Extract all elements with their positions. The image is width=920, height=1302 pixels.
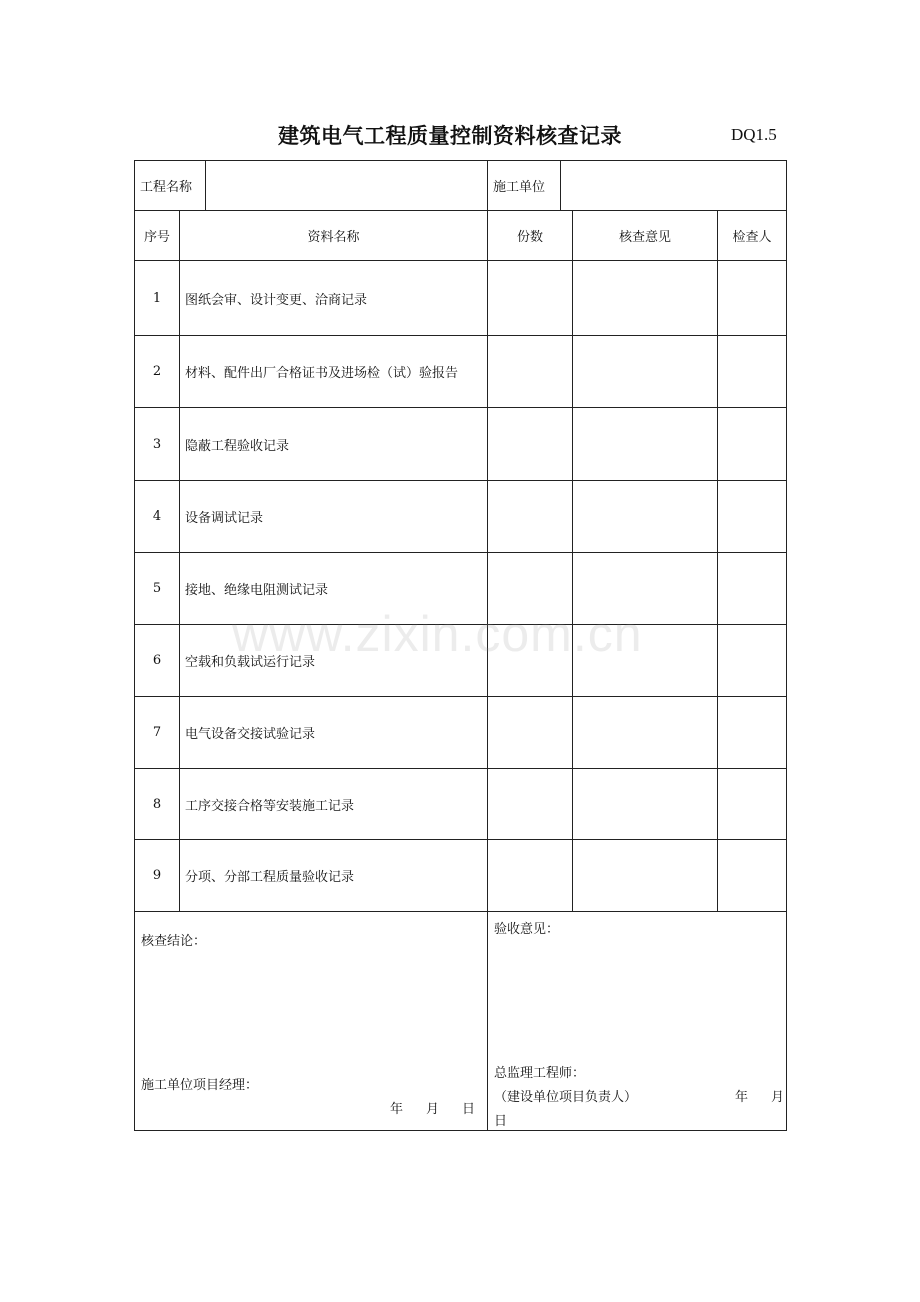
row-opinion-cell[interactable] [573,840,718,912]
row-copies-cell[interactable] [488,336,573,408]
row-number: 5 [135,553,180,625]
row-document-name: 接地、绝缘电阻测试记录 [180,553,488,625]
owner-representative-label: （建设单位项目负责人） [494,1090,638,1105]
inspection-record-table [134,160,787,1131]
row-inspector-cell[interactable] [718,697,787,769]
form-code: DQ1.5 [731,125,777,144]
row-inspector-cell[interactable] [718,625,787,697]
row-number: 6 [135,625,180,697]
row-copies-cell[interactable] [488,408,573,481]
conclusion-section[interactable] [135,912,488,1131]
row-opinion-cell[interactable] [573,261,718,336]
contractor-field[interactable] [561,161,787,211]
row-inspector-cell[interactable] [718,553,787,625]
row-opinion-cell[interactable] [573,769,718,840]
table-row [135,840,787,912]
row-inspector-cell[interactable] [718,261,787,336]
row-document-name: 材料、配件出厂合格证书及进场检（试）验报告 [180,336,488,408]
conclusion-label: 核查结论： [141,934,207,949]
col-header-no: 序号 [135,211,180,261]
row-opinion-cell[interactable] [573,336,718,408]
document-title: 建筑电气工程质量控制资料核查记录 [278,123,622,148]
project-name-field[interactable] [206,161,488,211]
contractor-label: 施工单位 [488,161,561,211]
year-label: 年 [390,1102,404,1117]
table-row [135,481,787,553]
project-info-row [135,161,787,211]
acceptance-date [712,1086,784,1105]
acceptance-section[interactable] [488,912,787,1131]
row-document-name: 设备调试记录 [180,481,488,553]
col-header-name: 资料名称 [180,211,488,261]
row-number: 4 [135,481,180,553]
row-copies-cell[interactable] [488,625,573,697]
row-number: 8 [135,769,180,840]
watermark: www.zixin.com.cn [232,606,643,662]
day-label: 日 [494,1114,508,1129]
row-document-name: 电气设备交接试验记录 [180,697,488,769]
row-opinion-cell[interactable] [573,553,718,625]
row-document-name: 工序交接合格等安装施工记录 [180,769,488,840]
row-opinion-cell[interactable] [573,697,718,769]
row-opinion-cell[interactable] [573,625,718,697]
table-row [135,408,787,481]
day-label: 日 [462,1102,476,1117]
table-row [135,553,787,625]
table-row [135,261,787,336]
row-number: 9 [135,840,180,912]
acceptance-label: 验收意见： [494,922,560,937]
row-opinion-cell[interactable] [573,408,718,481]
project-name-label: 工程名称 [135,161,206,211]
signature-row [135,912,787,1131]
month-label: 月 [426,1102,440,1117]
row-copies-cell[interactable] [488,481,573,553]
year-label: 年 [735,1090,749,1105]
row-document-name: 空载和负载试运行记录 [180,625,488,697]
row-number: 2 [135,336,180,408]
row-copies-cell[interactable] [488,840,573,912]
row-inspector-cell[interactable] [718,840,787,912]
col-header-opinion: 核查意见 [573,211,718,261]
project-manager-label: 施工单位项目经理： [141,1078,259,1093]
row-copies-cell[interactable] [488,261,573,336]
col-header-copies: 份数 [488,211,573,261]
row-copies-cell[interactable] [488,697,573,769]
row-inspector-cell[interactable] [718,769,787,840]
row-inspector-cell[interactable] [718,408,787,481]
col-header-inspector: 检查人 [718,211,787,261]
row-inspector-cell[interactable] [718,481,787,553]
row-document-name: 图纸会审、设计变更、洽商记录 [180,261,488,336]
row-number: 7 [135,697,180,769]
chief-supervisor-label: 总监理工程师： [494,1066,586,1081]
row-number: 1 [135,261,180,336]
row-number: 3 [135,408,180,481]
row-document-name: 分项、分部工程质量验收记录 [180,840,488,912]
row-opinion-cell[interactable] [573,481,718,553]
row-document-name: 隐蔽工程验收记录 [180,408,488,481]
table-row [135,697,787,769]
table-row [135,625,787,697]
column-header-row [135,211,787,261]
row-copies-cell[interactable] [488,769,573,840]
table-row [135,336,787,408]
row-inspector-cell[interactable] [718,336,787,408]
conclusion-date [367,1098,475,1117]
table-row [135,769,787,840]
month-label: 月 [771,1090,785,1105]
row-copies-cell[interactable] [488,553,573,625]
